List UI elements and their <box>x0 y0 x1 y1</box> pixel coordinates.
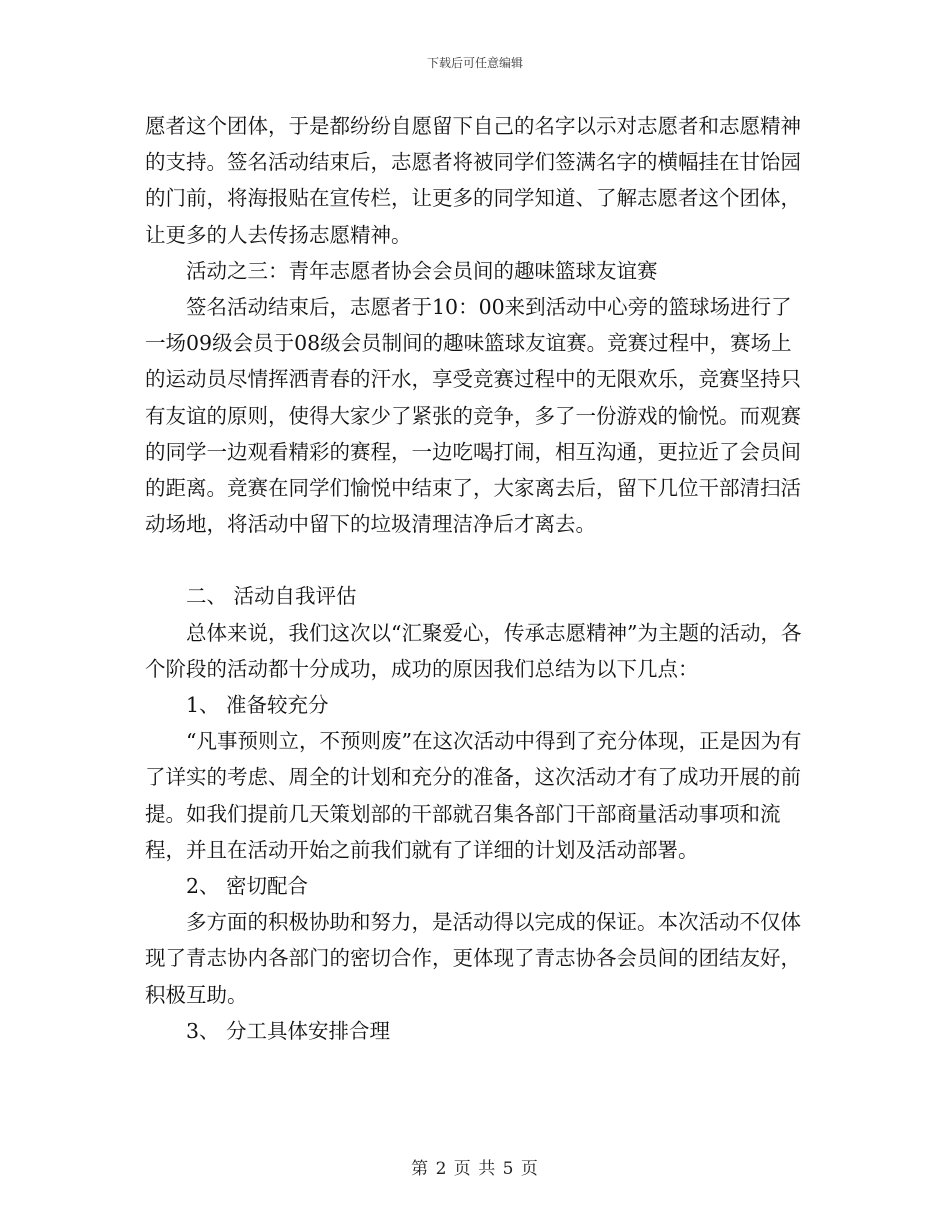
document-body <box>145 108 810 1049</box>
page-header-note: 下载后可任意编辑 <box>426 56 523 70</box>
page-number: 第 2 页 共 5 页 <box>411 1159 539 1179</box>
point-heading-1: 1、 准备较充分 <box>186 693 329 718</box>
paragraph-basketball: 签名活动结束后，志愿者于10：00来到活动中心旁的篮球场进行了一场09级会员于08级会员制间的趣味篮球友谊赛。竞赛过程中，赛场上的运动员尽情挥洒青春的汗水，享受竞赛过程中的无限欢乐，竞赛坚持只有友谊的原则，使得大家少了紧张的竞争，多了一份游戏的愉悦。而观赛的同学一边观看精彩的赛程，一边吃喝打闹，相互沟通，更拉近了会员间的距离。竞赛在同学们愉悦中结束了，大家离去后，留下几位干部清扫活动场地，将活动中留下的垃圾清理洁净后才离去。 <box>145 295 801 537</box>
point-heading-3: 3、 分工具体安排合理 <box>186 1018 391 1043</box>
paragraph-point-2: 多方面的积极协助和努力，是活动得以完成的保证。本次活动不仅体现了青志协内各部门的密切合作，更体现了青志协各会员间的团结友好，积极互助。 <box>145 910 801 1007</box>
section-spacer <box>145 542 810 578</box>
point-heading-2: 2、 密切配合 <box>186 874 309 899</box>
paragraph-point-1: “凡事预则立，不预则废”在这次活动中得到了充分体现，正是因为有了详实的考虑、周全的计划和充分的准备，这次活动才有了成功开展的前提。如我们提前几天策划部的干部就召集各部门干部商量活动事项和流程，并且在活动开始之前我们就有了详细的计划及活动部署。 <box>145 729 802 862</box>
paragraph-summary: 总体来说，我们这次以“汇聚爱心，传承志愿精神”为主题的活动，各个阶段的活动都十分成功，成功的原因我们总结为以下几点： <box>145 620 802 681</box>
activity-three-heading: 活动之三：青年志愿者协会会员间的趣味篮球友谊赛 <box>186 258 658 283</box>
paragraph-continuation: 愿者这个团体，于是都纷纷自愿留下自己的名字以示对志愿者和志愿精神的支持。签名活动结束后，志愿者将被同学们签满名字的横幅挂在甘饴园的门前，将海报贴在宣传栏，让更多的同学知道、了解志愿者这个团体，让更多的人去传扬志愿精神。 <box>145 114 801 247</box>
section-heading-self-evaluation: 二、 活动自我评估 <box>186 584 357 609</box>
